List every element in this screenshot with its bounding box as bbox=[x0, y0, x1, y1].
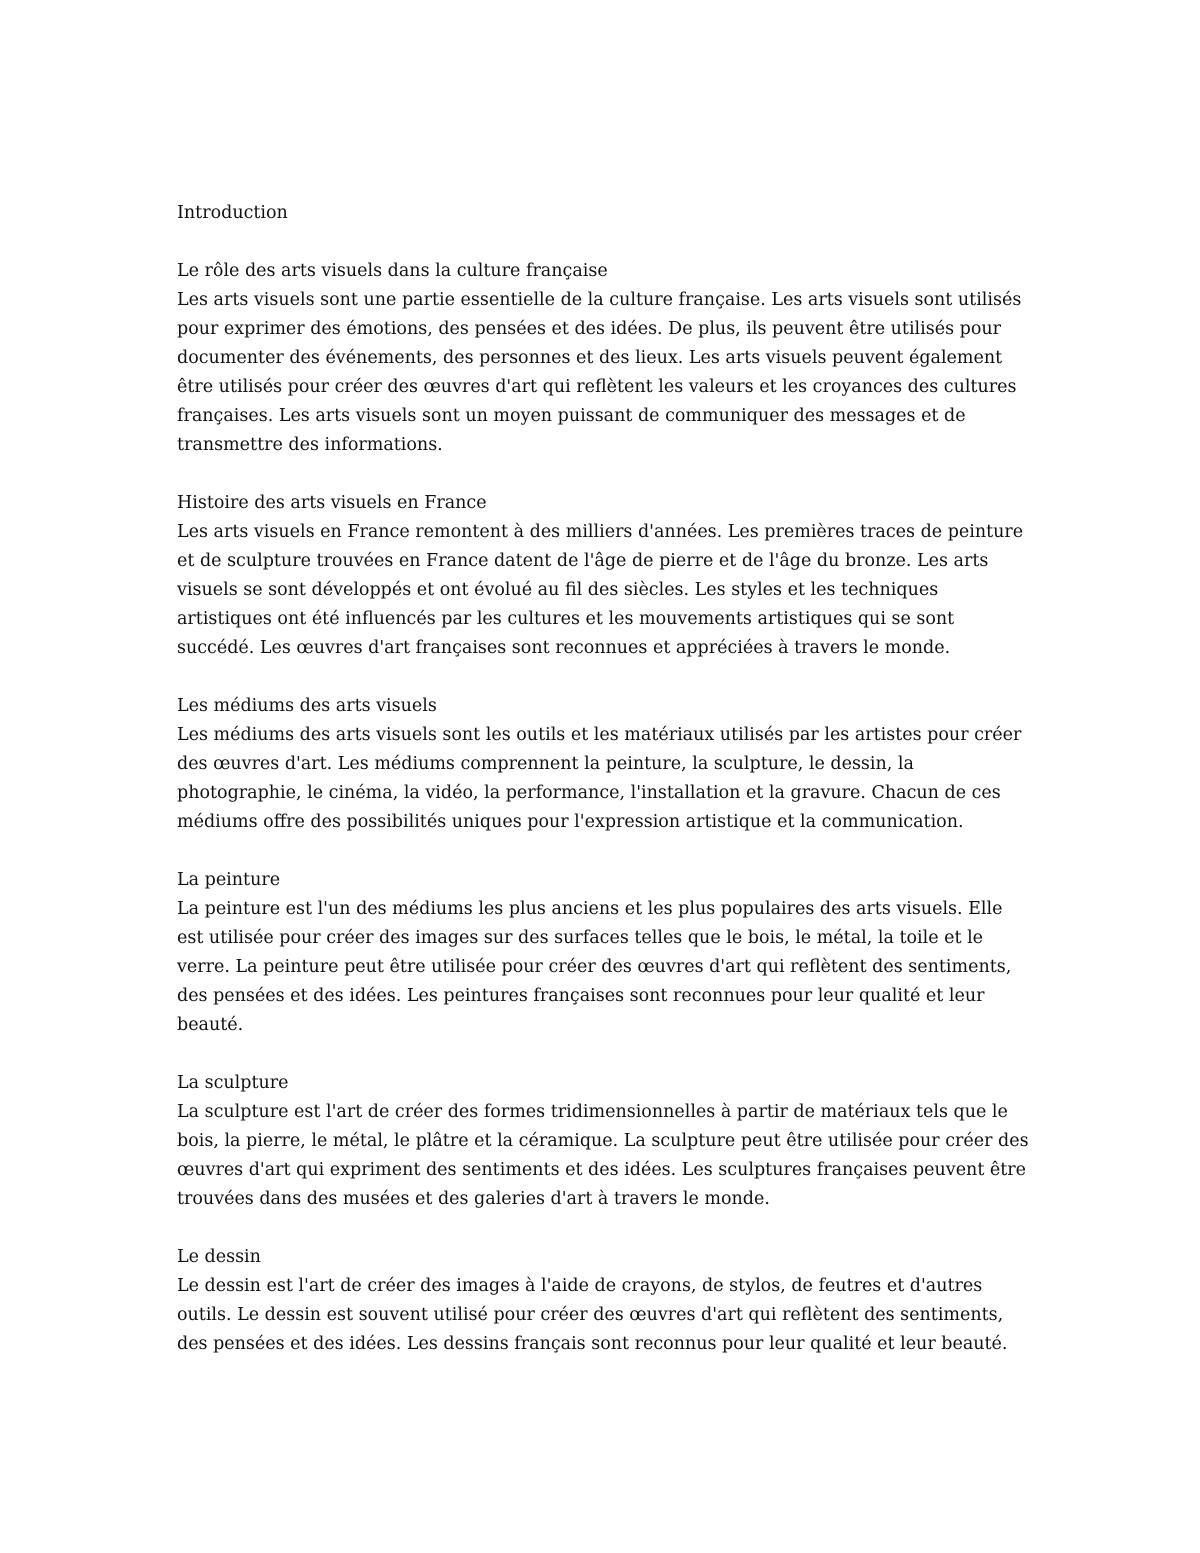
section-heading: Les médiums des arts visuels bbox=[177, 696, 437, 716]
section-sculpture bbox=[177, 1069, 1032, 1214]
section-mediums bbox=[177, 692, 1032, 837]
section-heading: Le rôle des arts visuels dans la culture française bbox=[177, 261, 608, 281]
section-body: Les arts visuels en France remontent à des milliers d'années. Les premières traces de peinture et de sculpture trouvées en France datent de l'âge de pierre et de l'âge du bronze. Les arts visuels se sont développés et ont évolué au fil des siècles. Les styles et les techniques artistiques ont été influencés par les cultures et les mouvements artistiques qui se sont succédé. Les œuvres d'art françaises sont reconnues et appréciées à travers le monde. bbox=[177, 522, 1024, 658]
section-body: Le dessin est l'art de créer des images à l'aide de crayons, de stylos, de feutres et d'autres outils. Le dessin est souvent utilisé pour créer des œuvres d'art qui reflètent des sentiments, des pensées et des idées. Les dessins français sont reconnus pour leur qualité et leur beauté. bbox=[177, 1276, 1008, 1354]
intro-heading: Introduction bbox=[177, 203, 288, 223]
section-heading: La sculpture bbox=[177, 1073, 289, 1093]
section-heading: La peinture bbox=[177, 870, 281, 890]
section-dessin bbox=[177, 1243, 1032, 1359]
section-body: La peinture est l'un des médiums les plus anciens et les plus populaires des arts visuels. Elle est utilisée pour créer des images sur des surfaces telles que le bois, le métal, la toile et le verre. La peinture peut être utilisée pour créer des œuvres d'art qui reflètent des sentiments, des pensées et des idées. Les peintures françaises sont reconnues pour leur qualité et leur beauté. bbox=[177, 899, 1012, 1035]
section-body: La sculpture est l'art de créer des formes tridimensionnelles à partir de matériaux tels que le bois, la pierre, le métal, le plâtre et la céramique. La sculpture peut être utilisée pour créer des œuvres d'art qui expriment des sentiments et des idées. Les sculptures françaises peuvent être trouvées dans des musées et des galeries d'art à travers le monde. bbox=[177, 1102, 1029, 1209]
document-page bbox=[177, 199, 1032, 1388]
section-body: Les médiums des arts visuels sont les outils et les matériaux utilisés par les artistes pour créer des œuvres d'art. Les médiums comprennent la peinture, la sculpture, le dessin, la photographie, le cinéma, la vidéo, la performance, l'installation et la gravure. Chacun de ces médiums offre des possibilités uniques pour l'expression artistique et la communication. bbox=[177, 725, 1022, 832]
section-peinture bbox=[177, 866, 1032, 1040]
section-heading: Histoire des arts visuels en France bbox=[177, 493, 487, 513]
section-role bbox=[177, 257, 1032, 460]
section-body: Les arts visuels sont une partie essentielle de la culture française. Les arts visuels sont utilisés pour exprimer des émotions, des pensées et des idées. De plus, ils peuvent être utilisés pour documenter des événements, des personnes et des lieux. Les arts visuels peuvent également être utilisés pour créer des œuvres d'art qui reflètent les valeurs et les croyances des cultures françaises. Les arts visuels sont un moyen puissant de communiquer des messages et de transmettre des informations. bbox=[177, 290, 1022, 455]
section-heading: Le dessin bbox=[177, 1247, 261, 1267]
section-histoire bbox=[177, 489, 1032, 663]
